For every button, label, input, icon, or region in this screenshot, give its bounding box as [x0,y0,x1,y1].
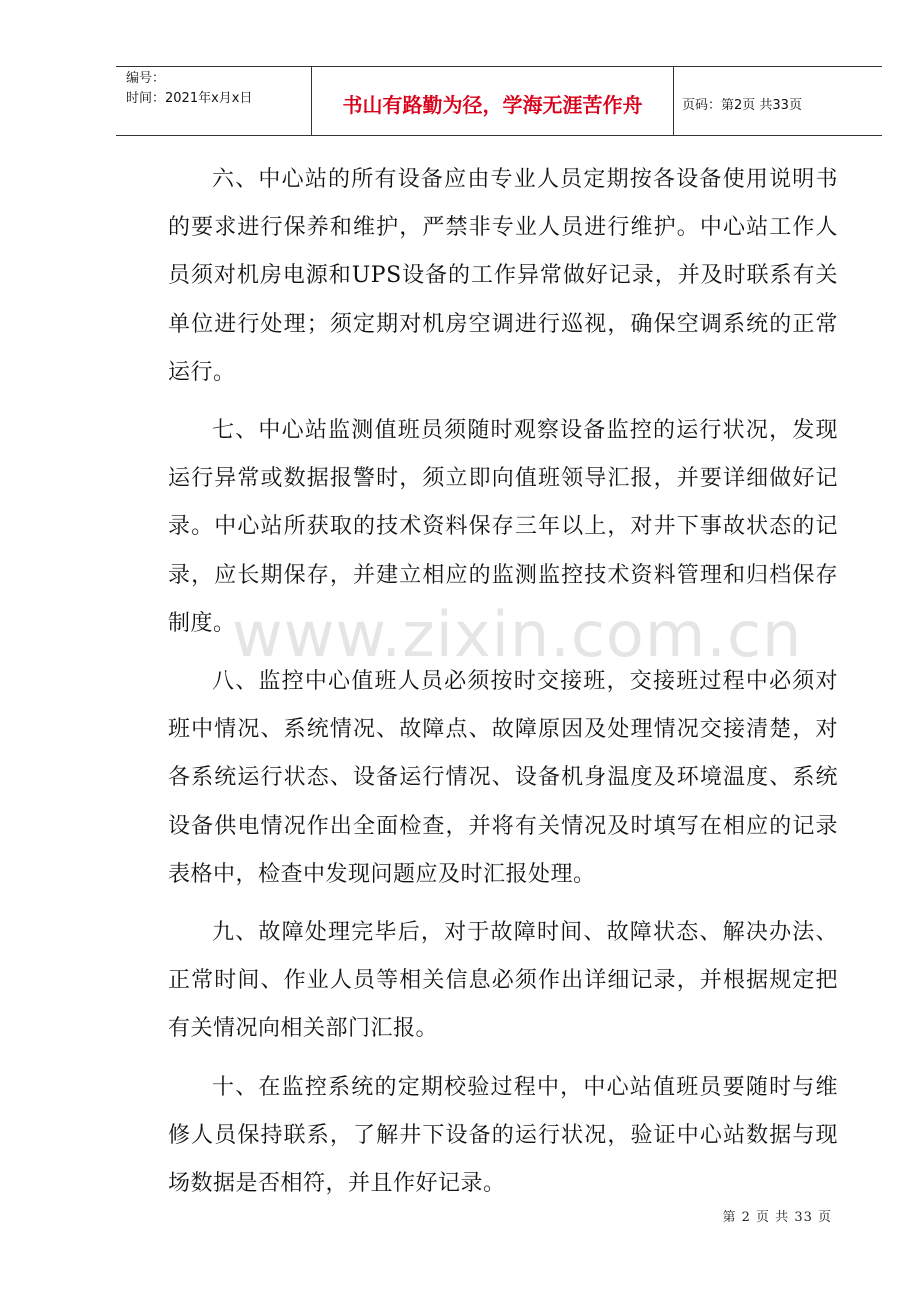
header-meta-cell [116,67,312,135]
paragraph-9: 九、故障处理完毕后，对于故障时间、故障状态、解决办法、正常时间、作业人员等相关信息必须作出详细记录，并根据规定把有关情况向相关部门汇报。 [168,920,838,1042]
header-page-label: 页码：第2页 共33页 [682,97,802,113]
paragraph-10: 十、在监控系统的定期校验过程中，中心站值班员要随时与维修人员保持联系，了解井下设备的运行状况，验证中心站数据与现场数据是否相符，并且作好记录。 [168,1074,838,1197]
watermark: www.zixin.com.cn [232,598,803,671]
header-motto: 书山有路勤为径，学海无涯苦作舟 [312,67,674,135]
paragraph-7: 七、中心站监测值班员须随时观察设备监控的运行状况，发现运行异常或数据报警时，须立即向值班领导汇报，并要详细做好记录。中心站所获取的技术资料保存三年以上，对井下事故状态的记录，应长期保存，并建立相应的监测监控技术资料管理和归档保存制度。 [168,418,838,636]
document-body [168,156,838,1218]
document-header [116,66,882,136]
document-number-label: 编号： [126,71,166,86]
paragraph-6: 六、中心站的所有设备应由专业人员定期按各设备使用说明书的要求进行保养和维护，严禁非专业人员进行维护。中心站工作人员须对机房电源和UPS设备的工作异常做好记录，并及时联系有关单位进行处理；须定期对机房空调进行巡视，确保空调系统的正常运行。 [168,167,838,385]
paragraph-8: 八、监控中心值班人员必须按时交接班，交接班过程中必须对班中情况、系统情况、故障点、故障原因及处理情况交接清楚，对各系统运行状态、设备运行情况、设备机身温度及环境温度、系统设备供电情况作出全面检查，并将有关情况及时填写在相应的记录表格中，检查中发现问题应及时汇报处理。 [168,669,838,887]
document-time-label: 时间：2021年x月x日 [126,91,253,106]
footer-page-number: 第 2 页 共 33 页 [722,1210,832,1225]
